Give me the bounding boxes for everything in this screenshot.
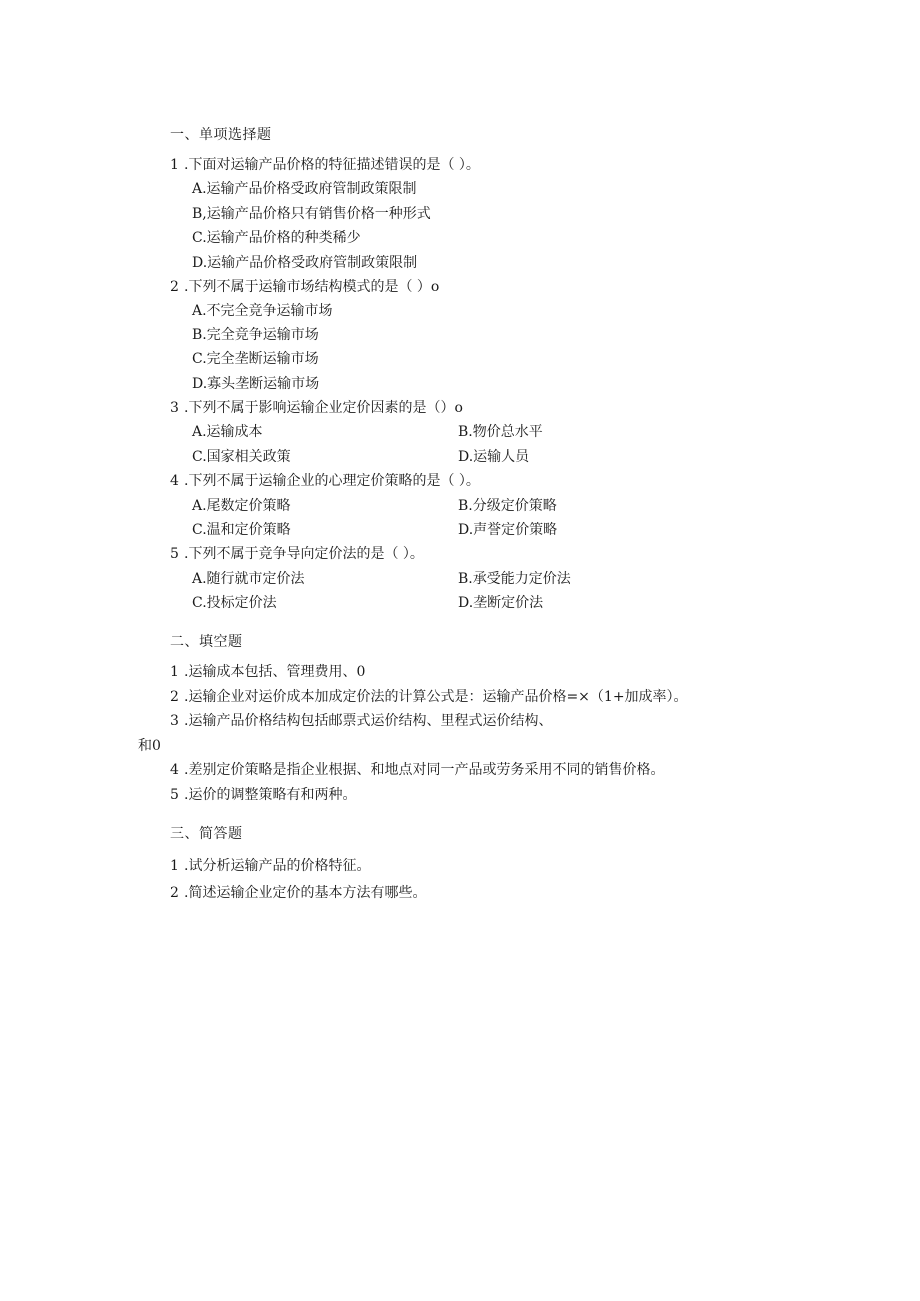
- question-number: 4: [170, 473, 179, 489]
- option: B.物价总水平: [458, 424, 543, 440]
- option: C.投标定价法: [192, 595, 277, 611]
- option: A.随行就市定价法: [192, 571, 305, 587]
- fill-item-3-continuation: 和0: [138, 738, 161, 754]
- option: A.尾数定价策略: [192, 498, 291, 514]
- option: D.垄断定价法: [458, 595, 544, 611]
- item-number: 5: [170, 787, 179, 803]
- section-2-title: 二、填空题: [170, 634, 243, 650]
- question-5-stem: [170, 545, 424, 563]
- question-1-stem: [170, 156, 480, 174]
- question-2-stem: [170, 278, 439, 296]
- question-text: .下列不属于竞争导向定价法的是（ ）。: [184, 546, 424, 562]
- option: D.声誉定价策略: [458, 522, 558, 538]
- item-text: .试分析运输产品的价格特征。: [184, 858, 371, 874]
- question-4-stem: [170, 472, 480, 490]
- item-number: 1: [170, 858, 179, 874]
- option: D.运输人员: [458, 449, 530, 465]
- section-3-title: 三、简答题: [170, 826, 243, 842]
- item-number: 2: [170, 689, 179, 705]
- item-number: 2: [170, 885, 179, 901]
- option: C.运输产品价格的种类稀少: [192, 230, 361, 246]
- question-number: 1: [170, 157, 179, 173]
- option: A.运输产品价格受政府管制政策限制: [192, 181, 417, 197]
- option: B.承受能力定价法: [458, 571, 571, 587]
- short-answer-2: [170, 884, 426, 902]
- option: B.完全竞争运输市场: [192, 327, 319, 343]
- item-text: .运输成本包括、管理费用、0: [184, 664, 366, 680]
- option: A.不完全竞争运输市场: [192, 303, 333, 319]
- item-text: .运输企业对运价成本加成定价法的计算公式是：运输产品价格=×（1+加成率）。: [184, 689, 688, 705]
- fill-item-5: [170, 786, 356, 804]
- fill-item-4: [170, 761, 664, 779]
- item-text: .运输产品价格结构包括邮票式运价结构、里程式运价结构、: [184, 713, 553, 729]
- short-answer-1: [170, 857, 370, 875]
- question-number: 2: [170, 279, 179, 295]
- item-number: 3: [170, 713, 179, 729]
- item-text: .简述运输企业定价的基本方法有哪些。: [184, 885, 427, 901]
- fill-item-1: [170, 663, 365, 681]
- question-number: 3: [170, 400, 179, 416]
- section-1-title: 一、单项选择题: [170, 127, 272, 143]
- question-text: .下列不属于运输企业的心理定价策略的是（ ）。: [184, 473, 480, 489]
- option: C.国家相关政策: [192, 449, 291, 465]
- option: D.运输产品价格受政府管制政策限制: [192, 255, 418, 271]
- item-text: .运价的调整策略有和两种。: [184, 787, 357, 803]
- item-number: 1: [170, 664, 179, 680]
- option: B,运输产品价格只有销售价格一种形式: [192, 206, 431, 222]
- question-text: .下列不属于运输市场结构模式的是（ ）o: [184, 279, 440, 295]
- option: D.寡头垄断运输市场: [192, 376, 320, 392]
- question-text: .下面对运输产品价格的特征描述错误的是（ ）。: [184, 157, 480, 173]
- fill-item-2: [170, 688, 688, 706]
- option: B.分级定价策略: [458, 498, 557, 514]
- item-number: 4: [170, 762, 179, 778]
- fill-item-3: [170, 712, 552, 730]
- option: A.运输成本: [192, 424, 263, 440]
- question-3-stem: [170, 399, 463, 417]
- question-text: .下列不属于影响运输企业定价因素的是（）o: [184, 400, 463, 416]
- option: C.完全垄断运输市场: [192, 351, 319, 367]
- option: C.温和定价策略: [192, 522, 291, 538]
- question-number: 5: [170, 546, 179, 562]
- item-text: .差别定价策略是指企业根据、和地点对同一产品或劳务采用不同的销售价格。: [184, 762, 665, 778]
